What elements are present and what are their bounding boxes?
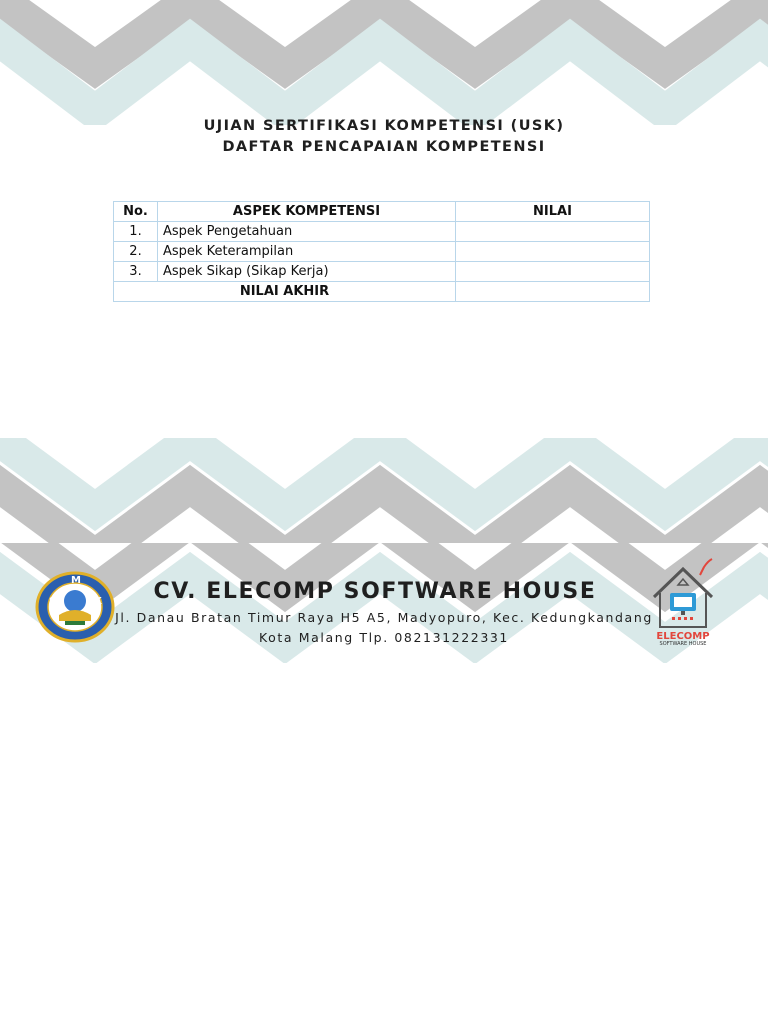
emblem-letter-k: K [94,596,102,607]
column-header-aspek: ASPEK KOMPETENSI [158,202,456,222]
row-number: 3. [114,262,158,282]
final-score-label: NILAI AKHIR [114,282,456,302]
row-number: 2. [114,242,158,262]
company-address-line-2: Kota Malang Tlp. 082131222331 [259,630,509,645]
title-line-2: DAFTAR PENCAPAIAN KOMPETENSI [222,139,546,155]
row-nilai[interactable] [456,222,650,242]
table-row [114,242,650,262]
company-address-line-1: Jl. Danau Bratan Timur Raya H5 A5, Madyopuro, Kec. Kedungkandang [115,610,653,625]
row-number: 1. [114,222,158,242]
chevron-pattern-top [0,0,768,125]
elecomp-subtext: SOFTWARE HOUSE [659,641,707,645]
row-nilai[interactable] [456,262,650,282]
row-nilai[interactable] [456,242,650,262]
elecomp-wordmark: ELECOMP [656,631,710,642]
table-row [114,262,650,282]
table-row [114,222,650,242]
final-score-value[interactable] [456,282,650,302]
table-final-row [114,282,650,302]
column-header-nilai: NILAI [456,202,650,222]
document-title [0,116,768,158]
title-line-1: UJIAN SERTIFIKASI KOMPETENSI (USK) [203,118,565,134]
emblem-letter-s: S [49,596,57,607]
column-header-no: No. [114,202,158,222]
row-aspek: Aspek Keterampilan [158,242,456,262]
company-name: CV. ELECOMP SOFTWARE HOUSE [153,579,597,604]
chevron-pattern-middle [0,438,768,543]
elecomp-logo-icon [650,553,716,645]
table-header-row [114,202,650,222]
row-aspek: Aspek Sikap (Sikap Kerja) [158,262,456,282]
row-aspek: Aspek Pengetahuan [158,222,456,242]
competency-table [113,201,650,302]
emblem-letter-m: M [71,575,81,586]
